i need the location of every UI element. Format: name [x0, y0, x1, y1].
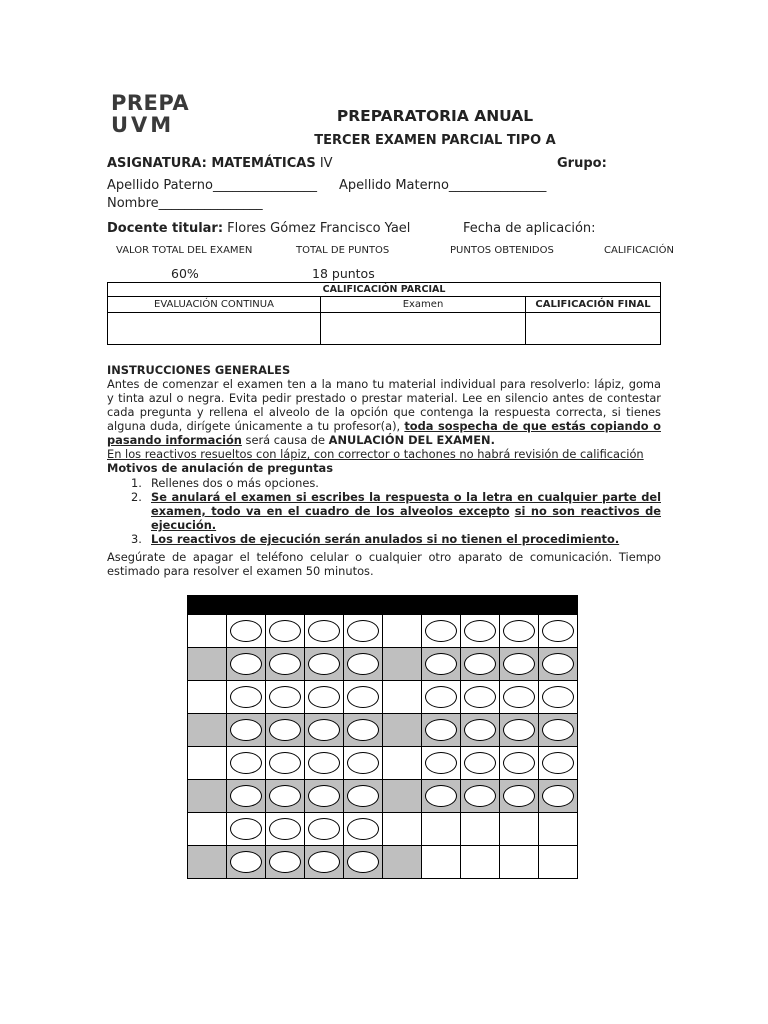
answer-option-cell [344, 714, 383, 747]
answer-option-cell [227, 747, 266, 780]
col-examen: Examen [321, 297, 526, 313]
answer-bubble[interactable] [503, 620, 535, 642]
answer-bubble[interactable] [347, 686, 379, 708]
page-title: PREPARATORIA ANUAL [336, 107, 534, 125]
answer-bubble[interactable] [464, 785, 496, 807]
empty-cell [539, 846, 578, 879]
answer-option-cell [305, 681, 344, 714]
answer-bubble[interactable] [425, 686, 457, 708]
answer-bubble[interactable] [269, 851, 301, 873]
answer-option-cell [305, 780, 344, 813]
list-item: 1. Rellenes dos o más opciones. [131, 476, 319, 490]
answer-option-cell [539, 747, 578, 780]
answer-bubble[interactable] [308, 785, 340, 807]
list-item: 2. Se anulará el examen si escribes la respuesta o la letra en cualquier parte del examen, todo va en el cuadro de los alveolos excepto si no son reactivos de ejecución. [131, 490, 661, 532]
calificacion-final-cell[interactable] [526, 313, 661, 345]
answer-bubble[interactable] [347, 818, 379, 840]
answer-bubble[interactable] [230, 785, 262, 807]
answer-option-cell [422, 747, 461, 780]
instructions-p1: Antes de comenzar el examen ten a la mano tu material individual para resolverlo: lápiz, goma y tinta azul o negra. Evita pedir prestado o prestar material. Lee en silencio antes de contestar cada pregunta y rellena el alveolo de la opción que contenga la respuesta correcta, si tienes alguna duda, dirígete únicamente a tu profesor(a), [107, 377, 661, 433]
answer-bubble[interactable] [347, 851, 379, 873]
answer-bubble[interactable] [347, 752, 379, 774]
answer-option-cell [266, 780, 305, 813]
answer-bubble[interactable] [464, 653, 496, 675]
question-number-cell [188, 747, 227, 780]
table-row [188, 780, 578, 813]
calificacion-table [107, 282, 661, 345]
answer-bubble[interactable] [425, 653, 457, 675]
answer-option-cell [227, 615, 266, 648]
logo-line1: PREPA [111, 91, 190, 115]
question-number-cell [383, 681, 422, 714]
answer-option-cell [539, 714, 578, 747]
closing-text: Asegúrate de apagar el teléfono celular o cualquier otro aparato de comunicación. Tiempo estimado para resolver el examen 50 minutos. [107, 550, 661, 578]
answer-bubble[interactable] [425, 719, 457, 741]
answer-bubble[interactable] [464, 752, 496, 774]
answer-bubble[interactable] [269, 719, 301, 741]
question-number-cell [188, 714, 227, 747]
answer-option-cell [461, 648, 500, 681]
answer-grid [187, 595, 578, 879]
answer-bubble[interactable] [425, 620, 457, 642]
answer-bubble[interactable] [269, 686, 301, 708]
instructions-p1-emphasis: toda sospecha de que estás copiando o pasando información [107, 419, 661, 447]
docente-label: Docente titular: [107, 221, 224, 236]
answer-option-cell [461, 681, 500, 714]
answer-option-cell [344, 681, 383, 714]
answer-option-cell [422, 648, 461, 681]
answer-option-cell [344, 648, 383, 681]
answer-option-cell [539, 681, 578, 714]
question-number-cell [383, 813, 422, 846]
answer-bubble[interactable] [503, 653, 535, 675]
answer-option-cell [266, 615, 305, 648]
table-row [188, 648, 578, 681]
instructions-p1-anulacion: ANULACIÓN DEL EXAMEN. [328, 433, 495, 447]
answer-option-cell [344, 747, 383, 780]
answer-option-cell [305, 747, 344, 780]
answer-bubble[interactable] [542, 653, 574, 675]
answer-bubble[interactable] [308, 719, 340, 741]
answer-option-cell [344, 780, 383, 813]
asignatura [107, 156, 333, 171]
question-number-cell [188, 813, 227, 846]
answer-option-cell [500, 615, 539, 648]
header-total-puntos: TOTAL DE PUNTOS [296, 245, 390, 256]
apellido-paterno-field[interactable]: Apellido Paterno________________ [107, 178, 317, 193]
answer-bubble[interactable] [269, 785, 301, 807]
answer-bubble[interactable] [464, 719, 496, 741]
empty-cell [422, 846, 461, 879]
empty-cell [461, 846, 500, 879]
answer-bubble[interactable] [347, 785, 379, 807]
page-subtitle: TERCER EXAMEN PARCIAL TIPO A [314, 133, 556, 148]
question-number-cell [383, 846, 422, 879]
answer-option-cell [344, 813, 383, 846]
evaluacion-cell[interactable] [108, 313, 321, 345]
answer-option-cell [227, 813, 266, 846]
answer-bubble[interactable] [230, 719, 262, 741]
answer-bubble[interactable] [230, 686, 262, 708]
answer-option-cell [266, 846, 305, 879]
answer-bubble[interactable] [542, 719, 574, 741]
grupo-label: Grupo: [557, 156, 607, 171]
valor-total: 60% [171, 266, 199, 281]
header-puntos-obtenidos: PUNTOS OBTENIDOS [450, 245, 554, 256]
empty-cell [500, 846, 539, 879]
question-number-cell [383, 780, 422, 813]
answer-option-cell [461, 780, 500, 813]
docente [107, 221, 410, 236]
instructions-p1-mid: será causa de [241, 433, 329, 447]
answer-bubble[interactable] [269, 752, 301, 774]
col-evaluacion: EVALUACIÓN CONTINUA [108, 297, 321, 313]
col-calificacion-final: CALIFICACIÓN FINAL [526, 297, 661, 313]
answer-option-cell [461, 615, 500, 648]
examen-cell[interactable] [321, 313, 526, 345]
question-number-cell [188, 681, 227, 714]
answer-option-cell [227, 681, 266, 714]
answer-option-cell [227, 714, 266, 747]
table-row [188, 813, 578, 846]
answer-grid-header [188, 596, 578, 615]
table-row [188, 681, 578, 714]
answer-option-cell [305, 615, 344, 648]
question-number-cell [383, 648, 422, 681]
motivos-list [131, 476, 661, 546]
answer-bubble[interactable] [542, 686, 574, 708]
answer-option-cell [266, 681, 305, 714]
answer-bubble[interactable] [308, 851, 340, 873]
empty-cell [539, 813, 578, 846]
motivos-heading: Motivos de anulación de preguntas [107, 461, 334, 475]
question-number-cell [188, 615, 227, 648]
answer-bubble[interactable] [425, 785, 457, 807]
answer-bubble[interactable] [230, 653, 262, 675]
answer-option-cell [305, 846, 344, 879]
question-number-cell [188, 780, 227, 813]
answer-bubble[interactable] [347, 620, 379, 642]
instructions-heading: INSTRUCCIONES GENERALES [107, 363, 291, 377]
apellido-materno-field[interactable]: Apellido Materno_______________ [339, 178, 547, 193]
answer-bubble[interactable] [230, 818, 262, 840]
nombre-field[interactable]: Nombre________________ [107, 196, 263, 211]
question-number-cell [383, 747, 422, 780]
question-number-cell [383, 615, 422, 648]
table-row [188, 714, 578, 747]
answer-option-cell [500, 714, 539, 747]
answer-bubble[interactable] [464, 620, 496, 642]
answer-option-cell [266, 813, 305, 846]
fecha-label: Fecha de aplicación: [463, 221, 596, 236]
answer-option-cell [305, 714, 344, 747]
answer-option-cell [227, 780, 266, 813]
instructions-p2 [107, 447, 661, 461]
answer-option-cell [227, 648, 266, 681]
answer-option-cell [266, 648, 305, 681]
answer-bubble[interactable] [542, 752, 574, 774]
answer-bubble[interactable] [308, 752, 340, 774]
answer-bubble[interactable] [230, 620, 262, 642]
table-row [188, 846, 578, 879]
answer-bubble[interactable] [464, 686, 496, 708]
answer-bubble[interactable] [347, 719, 379, 741]
answer-option-cell [422, 780, 461, 813]
answer-option-cell [500, 780, 539, 813]
answer-option-cell [500, 681, 539, 714]
instructions-paragraph [107, 377, 661, 447]
answer-option-cell [305, 648, 344, 681]
asignatura-label: ASIGNATURA: MATEMÁTICAS [107, 156, 316, 171]
answer-option-cell [461, 714, 500, 747]
logo-line2: UVM [111, 113, 175, 137]
answer-bubble[interactable] [308, 686, 340, 708]
answer-option-cell [344, 615, 383, 648]
answer-bubble[interactable] [425, 752, 457, 774]
answer-bubble[interactable] [269, 818, 301, 840]
answer-bubble[interactable] [230, 851, 262, 873]
list-item: 3. Los reactivos de ejecución serán anulados si no tienen el procedimiento. [131, 532, 620, 546]
answer-bubble[interactable] [230, 752, 262, 774]
answer-option-cell [227, 846, 266, 879]
header-calificacion: CALIFICACIÓN [604, 245, 674, 256]
answer-option-cell [422, 615, 461, 648]
question-number-cell [188, 846, 227, 879]
empty-cell [500, 813, 539, 846]
question-number-cell [188, 648, 227, 681]
answer-option-cell [266, 747, 305, 780]
question-number-cell [383, 714, 422, 747]
answer-bubble[interactable] [308, 818, 340, 840]
answer-bubble[interactable] [542, 620, 574, 642]
answer-bubble[interactable] [503, 752, 535, 774]
answer-option-cell [422, 681, 461, 714]
answer-bubble[interactable] [542, 785, 574, 807]
answer-option-cell [500, 747, 539, 780]
answer-bubble[interactable] [503, 686, 535, 708]
answer-option-cell [539, 780, 578, 813]
answer-option-cell [500, 648, 539, 681]
table-row [188, 747, 578, 780]
answer-option-cell [461, 747, 500, 780]
answer-bubble[interactable] [347, 653, 379, 675]
answer-option-cell [344, 846, 383, 879]
answer-option-cell [305, 813, 344, 846]
answer-bubble[interactable] [269, 620, 301, 642]
instructions-p2-text: En los reactivos resueltos con lápiz, con corrector o tachones no habrá revisión de calificación [107, 447, 644, 461]
answer-bubble[interactable] [503, 785, 535, 807]
calificacion-title: CALIFICACIÓN PARCIAL [108, 283, 661, 297]
answer-option-cell [266, 714, 305, 747]
answer-bubble[interactable] [503, 719, 535, 741]
asignatura-value: IV [315, 156, 333, 171]
answer-bubble[interactable] [308, 653, 340, 675]
table-row [188, 615, 578, 648]
header-valor-total: VALOR TOTAL DEL EXAMEN [116, 245, 253, 256]
answer-bubble[interactable] [269, 653, 301, 675]
answer-option-cell [539, 648, 578, 681]
empty-cell [422, 813, 461, 846]
answer-bubble[interactable] [308, 620, 340, 642]
answer-option-cell [422, 714, 461, 747]
total-puntos: 18 puntos [312, 266, 375, 281]
docente-value: Flores Gómez Francisco Yael [223, 221, 411, 236]
empty-cell [461, 813, 500, 846]
answer-option-cell [539, 615, 578, 648]
